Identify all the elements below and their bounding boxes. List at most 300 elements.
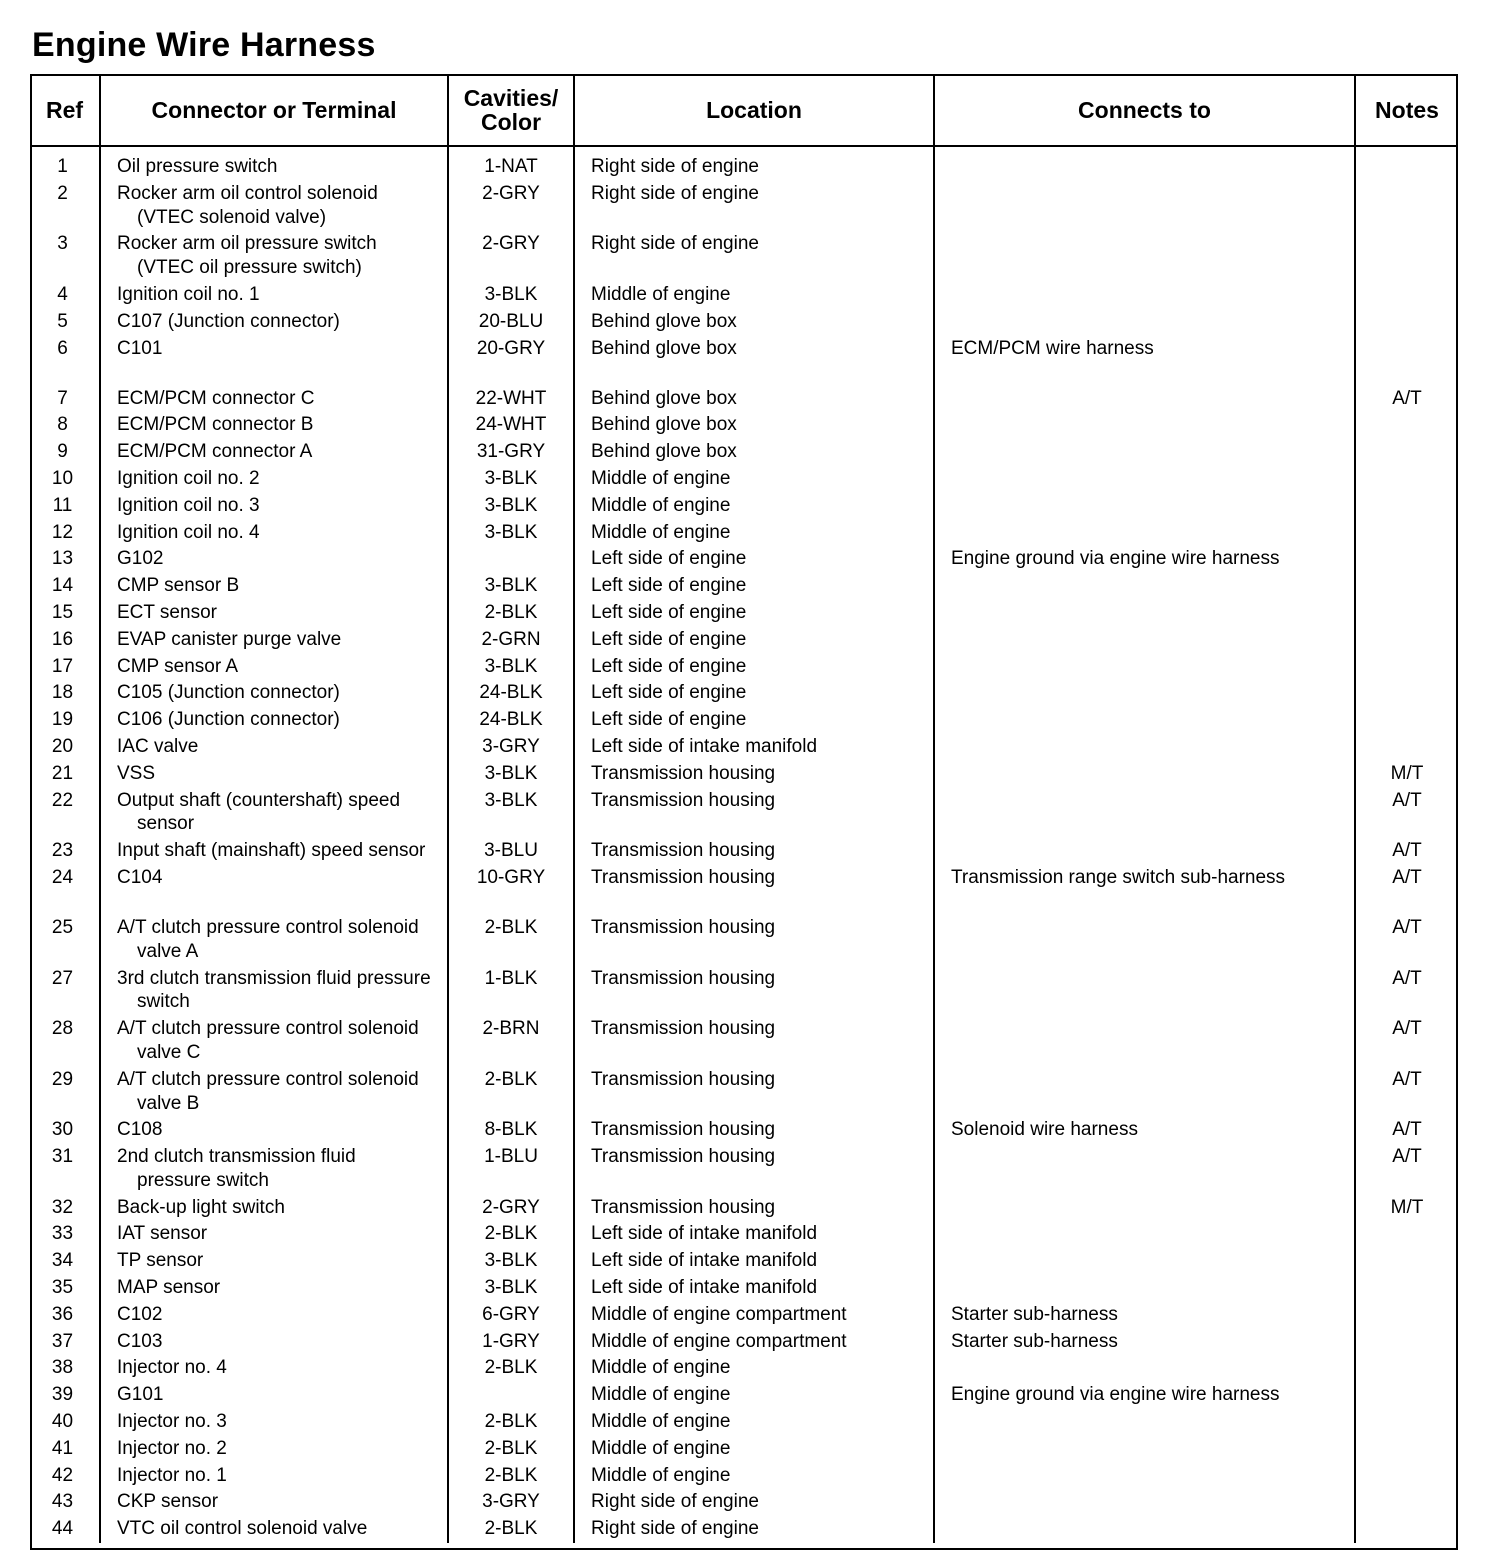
- cell-location: [574, 760, 934, 787]
- cell-ref-text: 1: [57, 156, 68, 177]
- table-row: [30, 914, 1458, 965]
- cell-connects-to: [934, 1117, 1355, 1144]
- cell-connector-text: Ignition coil no. 1: [117, 283, 260, 305]
- cell-location: [574, 1382, 934, 1409]
- cell-location-text: Transmission housing: [591, 1119, 776, 1141]
- cell-notes: [1355, 1355, 1458, 1382]
- cell-ref: [30, 335, 100, 385]
- cell-ref-text: 41: [51, 1437, 74, 1459]
- cell-connects-to: [934, 1355, 1355, 1382]
- cell-location: [574, 1462, 934, 1489]
- cell-connector: [100, 546, 448, 573]
- table-row: [30, 281, 1458, 308]
- cell-connects-to: [934, 1462, 1355, 1489]
- table-row: [30, 864, 1458, 914]
- cell-connector: [100, 1066, 448, 1117]
- cell-cavities: [448, 1328, 574, 1355]
- cell-cavities: [448, 465, 574, 492]
- cell-cavities-text: 1-GRY: [482, 1330, 540, 1352]
- cell-cavities: [448, 838, 574, 865]
- cell-cavities-text: 24-BLK: [479, 682, 543, 704]
- cell-cavities: [448, 1301, 574, 1328]
- cell-location-text: Left side of engine: [591, 601, 747, 623]
- cell-connects-to: [934, 733, 1355, 760]
- cell-connects-to: [934, 838, 1355, 865]
- cell-connector-text: A/T clutch pressure control solenoid: [117, 916, 419, 938]
- cell-connector-text: G102: [117, 548, 164, 570]
- cell-ref: [30, 1117, 100, 1144]
- table-row: [30, 335, 1458, 385]
- cell-cavities: [448, 180, 574, 231]
- cell-connector: [100, 1117, 448, 1144]
- cell-location: [574, 308, 934, 335]
- cell-notes: [1355, 1144, 1458, 1195]
- cell-location-text: Left side of intake manifold: [591, 1223, 818, 1245]
- cell-connects-to: [934, 180, 1355, 231]
- cell-notes: [1355, 1409, 1458, 1436]
- cell-notes: [1355, 1301, 1458, 1328]
- cell-notes-text: A/T: [1392, 1119, 1422, 1141]
- cell-connects-to-text: Transmission range switch sub-harness: [951, 866, 1286, 888]
- table-row: [30, 231, 1458, 282]
- table-row: [30, 1221, 1458, 1248]
- cell-location: [574, 146, 934, 180]
- cell-connector-text: Ignition coil no. 2: [117, 467, 260, 489]
- cell-connector-text: Injector no. 4: [117, 1357, 227, 1379]
- cell-ref: [30, 707, 100, 734]
- column-header-cavities: [448, 74, 574, 146]
- cell-ref-text: 28: [51, 1018, 74, 1040]
- cell-cavities-text: 3-BLK: [484, 655, 538, 677]
- cell-ref-text: 22: [51, 789, 74, 811]
- cell-ref-text: 13: [51, 548, 74, 570]
- cell-connector-subtext: (VTEC oil pressure switch): [137, 257, 362, 279]
- table-row: [30, 653, 1458, 680]
- cell-ref-text: 9: [57, 441, 68, 463]
- cell-ref: [30, 231, 100, 282]
- cell-connector-text: C108: [117, 1119, 163, 1141]
- cell-ref-text: 31: [51, 1146, 74, 1168]
- cell-location-text: Left side of intake manifold: [591, 1277, 818, 1299]
- cell-ref-text: 38: [51, 1357, 74, 1379]
- cell-cavities: [448, 1275, 574, 1302]
- table-row: [30, 1194, 1458, 1221]
- cell-notes: [1355, 1462, 1458, 1489]
- table-row: [30, 1301, 1458, 1328]
- cell-location: [574, 914, 934, 965]
- cell-cavities: [448, 519, 574, 546]
- cell-location-text: Behind glove box: [591, 441, 737, 463]
- cell-ref-text: 27: [51, 967, 74, 989]
- cell-connector-text: CMP sensor B: [117, 575, 240, 597]
- cell-cavities-text: 3-BLK: [484, 789, 538, 811]
- cell-notes: [1355, 1328, 1458, 1355]
- cell-ref-text: 43: [51, 1491, 74, 1513]
- cell-cavities-text: 2-BLK: [484, 1068, 538, 1090]
- cell-ref: [30, 412, 100, 439]
- cell-connects-to-text: Solenoid wire harness: [951, 1119, 1138, 1141]
- cell-ref: [30, 546, 100, 573]
- cell-connector: [100, 760, 448, 787]
- cell-ref: [30, 733, 100, 760]
- cell-ref-text: 17: [51, 655, 74, 677]
- column-header-ref: Ref: [30, 74, 100, 146]
- cell-notes: [1355, 335, 1458, 385]
- cell-connects-to: [934, 653, 1355, 680]
- cell-ref-text: 25: [51, 916, 74, 938]
- table-row: [30, 1489, 1458, 1516]
- cell-location-text: Left side of engine: [591, 709, 747, 731]
- cell-ref-text: 21: [51, 762, 74, 784]
- cell-connector-text: C103: [117, 1330, 163, 1352]
- table-row: [30, 680, 1458, 707]
- cell-ref: [30, 573, 100, 600]
- cell-location-text: Middle of engine: [591, 494, 731, 516]
- cell-location-text: Left side of engine: [591, 628, 747, 650]
- cell-connector-text: CKP sensor: [117, 1491, 219, 1513]
- cell-location: [574, 1117, 934, 1144]
- cell-notes: [1355, 914, 1458, 965]
- cell-notes: [1355, 519, 1458, 546]
- cell-connector-text: ECM/PCM connector C: [117, 387, 315, 409]
- cell-cavities-text: 31-GRY: [476, 441, 546, 463]
- cell-cavities-text: 2-BLK: [484, 1223, 538, 1245]
- table-row: [30, 1248, 1458, 1275]
- cell-location-text: Left side of engine: [591, 682, 747, 704]
- cell-connector: [100, 1275, 448, 1302]
- table-row: [30, 492, 1458, 519]
- table-row: [30, 1516, 1458, 1543]
- cell-location: [574, 1409, 934, 1436]
- cell-connects-to: [934, 1275, 1355, 1302]
- table-row: [30, 439, 1458, 466]
- table-row: [30, 1409, 1458, 1436]
- cell-connector: [100, 335, 448, 385]
- cell-cavities: [448, 1355, 574, 1382]
- cell-location-text: Transmission housing: [591, 840, 776, 862]
- cell-cavities: [448, 1016, 574, 1067]
- cell-notes-text: A/T: [1392, 916, 1422, 938]
- cell-connects-to: [934, 573, 1355, 600]
- cell-notes-text: A/T: [1392, 1018, 1422, 1040]
- cell-notes: [1355, 1275, 1458, 1302]
- cell-cavities: [448, 1066, 574, 1117]
- cell-connector-text: ECM/PCM connector B: [117, 414, 314, 436]
- cell-notes: [1355, 281, 1458, 308]
- cell-connects-to: [934, 1301, 1355, 1328]
- cell-connects-to: [934, 680, 1355, 707]
- cell-connector: [100, 1248, 448, 1275]
- table-row: [30, 546, 1458, 573]
- cell-cavities: [448, 1248, 574, 1275]
- cell-cavities-text: 2-GRY: [482, 233, 540, 255]
- cell-notes: [1355, 1435, 1458, 1462]
- cell-location: [574, 599, 934, 626]
- cell-ref: [30, 680, 100, 707]
- cell-cavities-text: 1-BLU: [484, 1146, 538, 1168]
- table-row: [30, 1144, 1458, 1195]
- cell-connects-to: [934, 385, 1355, 412]
- cell-connects-to: [934, 1409, 1355, 1436]
- cell-connects-to: [934, 546, 1355, 573]
- cell-ref: [30, 519, 100, 546]
- cell-connects-to: [934, 1516, 1355, 1543]
- cell-notes: [1355, 1516, 1458, 1543]
- cell-ref: [30, 439, 100, 466]
- cell-connector: [100, 680, 448, 707]
- cell-connector-text: C105 (Junction connector): [117, 682, 340, 704]
- cell-connects-to: [934, 864, 1355, 914]
- cell-connects-to: [934, 439, 1355, 466]
- cell-cavities: [448, 914, 574, 965]
- cell-connector: [100, 707, 448, 734]
- cell-ref-text: 2: [57, 182, 68, 204]
- cell-notes-text: A/T: [1392, 1068, 1422, 1090]
- cell-cavities: [448, 599, 574, 626]
- cell-connector-text: Input shaft (mainshaft) speed sensor: [117, 840, 426, 862]
- cell-connects-to: [934, 1435, 1355, 1462]
- cell-location-text: Behind glove box: [591, 310, 737, 332]
- cell-location-text: Transmission housing: [591, 762, 776, 784]
- cell-notes: [1355, 1221, 1458, 1248]
- cell-ref: [30, 308, 100, 335]
- cell-connects-to-text: Engine ground via engine wire harness: [951, 548, 1280, 570]
- cell-connector-text: A/T clutch pressure control solenoid: [117, 1018, 419, 1040]
- cell-location: [574, 1355, 934, 1382]
- cell-cavities: [448, 1409, 574, 1436]
- cell-cavities: [448, 308, 574, 335]
- cell-cavities: [448, 733, 574, 760]
- cell-cavities: [448, 864, 574, 914]
- cell-ref-text: 30: [51, 1119, 74, 1141]
- cell-notes-text: A/T: [1392, 866, 1422, 888]
- cell-ref: [30, 914, 100, 965]
- cell-connector: [100, 965, 448, 1016]
- cell-cavities: [448, 653, 574, 680]
- cell-connects-to: [934, 465, 1355, 492]
- cell-cavities-text: 1-BLK: [484, 967, 538, 989]
- cell-location-text: Middle of engine: [591, 1437, 731, 1459]
- cell-connector-text: IAT sensor: [117, 1223, 208, 1245]
- cell-location: [574, 385, 934, 412]
- cell-notes: [1355, 838, 1458, 865]
- cell-ref-text: 10: [51, 467, 74, 489]
- cell-notes: [1355, 653, 1458, 680]
- cell-connector: [100, 914, 448, 965]
- cell-connector-text: VSS: [117, 762, 156, 784]
- cell-cavities-text: 24-WHT: [475, 414, 547, 436]
- cell-connects-to: [934, 1328, 1355, 1355]
- cell-ref-text: 15: [51, 601, 74, 623]
- cell-connects-to: [934, 760, 1355, 787]
- cell-ref: [30, 1516, 100, 1543]
- cell-location-text: Middle of engine: [591, 521, 731, 543]
- cell-cavities-text: 3-BLU: [484, 840, 538, 862]
- cell-ref-text: 23: [51, 840, 74, 862]
- cell-connector-text: C104: [117, 866, 163, 888]
- cell-location-text: Middle of engine: [591, 1464, 731, 1486]
- cell-cavities-text: 3-BLK: [484, 494, 538, 516]
- cell-connector-text: Back-up light switch: [117, 1196, 285, 1218]
- cell-location-text: Middle of engine: [591, 467, 731, 489]
- cell-connector: [100, 1144, 448, 1195]
- table-row: [30, 787, 1458, 838]
- cell-location: [574, 1275, 934, 1302]
- cell-notes: [1355, 626, 1458, 653]
- cell-ref: [30, 1435, 100, 1462]
- cell-connector-text: Output shaft (countershaft) speed: [117, 789, 401, 811]
- cell-connector: [100, 1382, 448, 1409]
- cell-notes-text: A/T: [1392, 387, 1422, 409]
- cell-connector-text: C102: [117, 1303, 163, 1325]
- cell-connector-text: Injector no. 3: [117, 1411, 227, 1433]
- cell-ref-text: 42: [51, 1464, 74, 1486]
- cell-cavities-text: 3-GRY: [482, 1491, 540, 1513]
- cell-location: [574, 733, 934, 760]
- cell-ref: [30, 760, 100, 787]
- cell-ref: [30, 1248, 100, 1275]
- cell-connector-text: C106 (Junction connector): [117, 709, 340, 731]
- cell-ref: [30, 787, 100, 838]
- cell-location-text: Middle of engine: [591, 1384, 731, 1406]
- cell-cavities-text: 2-GRY: [482, 1196, 540, 1218]
- cell-connector: [100, 1355, 448, 1382]
- cell-connector-text: Injector no. 1: [117, 1464, 227, 1486]
- cell-cavities: [448, 546, 574, 573]
- cell-notes: [1355, 1066, 1458, 1117]
- cell-ref-text: 40: [51, 1411, 74, 1433]
- cell-cavities-text: 2-BLK: [484, 1437, 538, 1459]
- cell-notes: [1355, 146, 1458, 180]
- cell-location: [574, 1194, 934, 1221]
- cell-ref: [30, 1144, 100, 1195]
- cell-location: [574, 1066, 934, 1117]
- cell-connects-to-text: Engine ground via engine wire harness: [951, 1384, 1280, 1406]
- table-row: [30, 573, 1458, 600]
- cell-connector-subtext: valve C: [137, 1041, 201, 1063]
- cell-location-text: Left side of engine: [591, 655, 747, 677]
- cell-ref: [30, 492, 100, 519]
- cell-location: [574, 838, 934, 865]
- cell-ref: [30, 1016, 100, 1067]
- cell-connector-text: Oil pressure switch: [117, 156, 278, 177]
- cell-connector-subtext: switch: [137, 991, 190, 1013]
- cell-connects-to: [934, 914, 1355, 965]
- cell-cavities: [448, 146, 574, 180]
- cell-location-text: Middle of engine compartment: [591, 1303, 847, 1325]
- cell-connects-to: [934, 1382, 1355, 1409]
- cell-cavities: [448, 1435, 574, 1462]
- cell-notes: [1355, 1248, 1458, 1275]
- cell-location: [574, 1489, 934, 1516]
- cell-connects-to: [934, 707, 1355, 734]
- cell-location: [574, 1144, 934, 1195]
- cell-cavities: [448, 281, 574, 308]
- cell-ref: [30, 180, 100, 231]
- cell-location: [574, 626, 934, 653]
- cell-cavities-text: 2-BLK: [484, 1357, 538, 1379]
- cell-cavities-text: 20-GRY: [476, 337, 546, 359]
- cell-connects-to: [934, 965, 1355, 1016]
- cell-location-text: Transmission housing: [591, 967, 776, 989]
- cell-connector: [100, 733, 448, 760]
- cell-ref: [30, 599, 100, 626]
- cell-ref: [30, 1301, 100, 1328]
- cell-connector: [100, 492, 448, 519]
- cell-ref: [30, 1462, 100, 1489]
- cell-connector: [100, 864, 448, 914]
- cell-ref: [30, 385, 100, 412]
- cell-notes: [1355, 1016, 1458, 1067]
- cell-cavities: [448, 1462, 574, 1489]
- cell-location: [574, 439, 934, 466]
- cell-cavities: [448, 1117, 574, 1144]
- cell-notes: [1355, 308, 1458, 335]
- cell-ref: [30, 1221, 100, 1248]
- cell-connector: [100, 1328, 448, 1355]
- cell-location-text: Transmission housing: [591, 1018, 776, 1040]
- cell-cavities-text: 3-GRY: [482, 735, 540, 757]
- cell-cavities-text: 3-BLK: [484, 1277, 538, 1299]
- cell-connector-text: 2nd clutch transmission fluid: [117, 1146, 356, 1168]
- cell-connector-subtext: valve A: [137, 940, 199, 962]
- table-row: [30, 838, 1458, 865]
- cell-cavities-text: 6-GRY: [482, 1303, 540, 1325]
- cell-location: [574, 965, 934, 1016]
- cell-cavities: [448, 231, 574, 282]
- cell-connects-to: [934, 1248, 1355, 1275]
- cell-connector: [100, 519, 448, 546]
- cell-connector-text: EVAP canister purge valve: [117, 628, 342, 650]
- cell-cavities: [448, 573, 574, 600]
- cell-cavities-text: 22-WHT: [475, 387, 547, 409]
- table-body: [30, 146, 1458, 1543]
- cell-location: [574, 1301, 934, 1328]
- cell-connector: [100, 465, 448, 492]
- cell-cavities: [448, 1382, 574, 1409]
- column-header-notes: Notes: [1355, 74, 1458, 146]
- cell-connector: [100, 573, 448, 600]
- cell-location: [574, 546, 934, 573]
- cell-ref: [30, 465, 100, 492]
- cell-notes: [1355, 385, 1458, 412]
- cell-notes-text: A/T: [1392, 840, 1422, 862]
- cell-notes: [1355, 1382, 1458, 1409]
- cell-connector: [100, 281, 448, 308]
- cell-ref: [30, 653, 100, 680]
- cell-notes: [1355, 733, 1458, 760]
- cell-connects-to: [934, 412, 1355, 439]
- cell-connects-to: [934, 146, 1355, 180]
- cell-cavities: [448, 335, 574, 385]
- cell-cavities: [448, 385, 574, 412]
- cell-notes: [1355, 546, 1458, 573]
- table-row: [30, 308, 1458, 335]
- cell-connector-text: TP sensor: [117, 1250, 204, 1272]
- cell-ref: [30, 965, 100, 1016]
- cell-location: [574, 653, 934, 680]
- cell-ref-text: 7: [57, 387, 68, 409]
- cell-notes: [1355, 1194, 1458, 1221]
- cell-notes: [1355, 573, 1458, 600]
- table-row: [30, 707, 1458, 734]
- cell-location-text: Right side of engine: [591, 182, 759, 204]
- table-row: [30, 146, 1458, 180]
- cell-location: [574, 1248, 934, 1275]
- cell-notes: [1355, 599, 1458, 626]
- table-row: [30, 1328, 1458, 1355]
- cell-ref-text: 39: [51, 1384, 74, 1406]
